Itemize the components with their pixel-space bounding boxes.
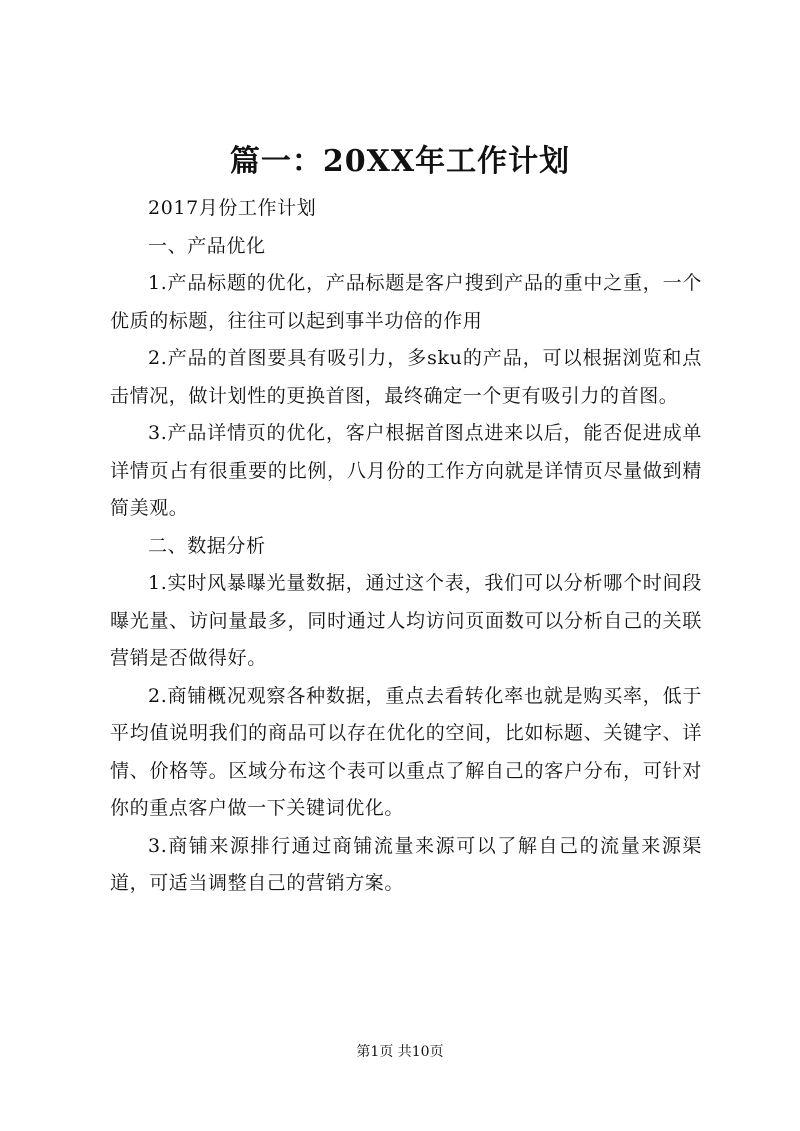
paragraph-plan-heading: 2017月份工作计划: [148, 197, 317, 219]
paragraph-traffic-source: 3.商铺来源排行通过商铺流量来源可以了解自己的流量来源渠道，可适当调整自己的营销方案。: [110, 834, 702, 894]
section-heading-product-optimization: 一、产品优化: [148, 234, 266, 257]
document-title: 篇一：20XX年工作计划: [229, 144, 571, 179]
document-body: [110, 190, 702, 903]
paragraph-title-optimization: 1.产品标题的优化，产品标题是客户搜到产品的重中之重，一个优质的标题，往往可以起到事半功倍的作用: [110, 272, 702, 332]
paragraph-detail-page: 3.产品详情页的优化，客户根据首图点进来以后，能否促进成单详情页占有很重要的比例，八月份的工作方向就是详情页尽量做到精简美观。: [110, 422, 702, 519]
paragraph-main-image: 2.产品的首图要具有吸引力，多sku的产品，可以根据浏览和点击情况，做计划性的更换首图，最终确定一个更有吸引力的首图。: [110, 347, 702, 407]
page-number-footer: 第1页 共10页: [356, 1044, 444, 1060]
paragraph-realtime-data: 1.实时风暴曝光量数据，通过这个表，我们可以分析哪个时间段曝光量、访问量最多，同时通过人均访问页面数可以分析自己的关联营销是否做得好。: [110, 572, 702, 669]
section-heading-data-analysis: 二、数据分析: [148, 534, 266, 557]
paragraph-shop-overview: 2.商铺概况观察各种数据，重点去看转化率也就是购买率，低于平均值说明我们的商品可以存在优化的空间，比如标题、关键字、详情、价格等。区域分布这个表可以重点了解自己的客户分布，可针对你的重点客户做一下关键词优化。: [110, 684, 702, 819]
